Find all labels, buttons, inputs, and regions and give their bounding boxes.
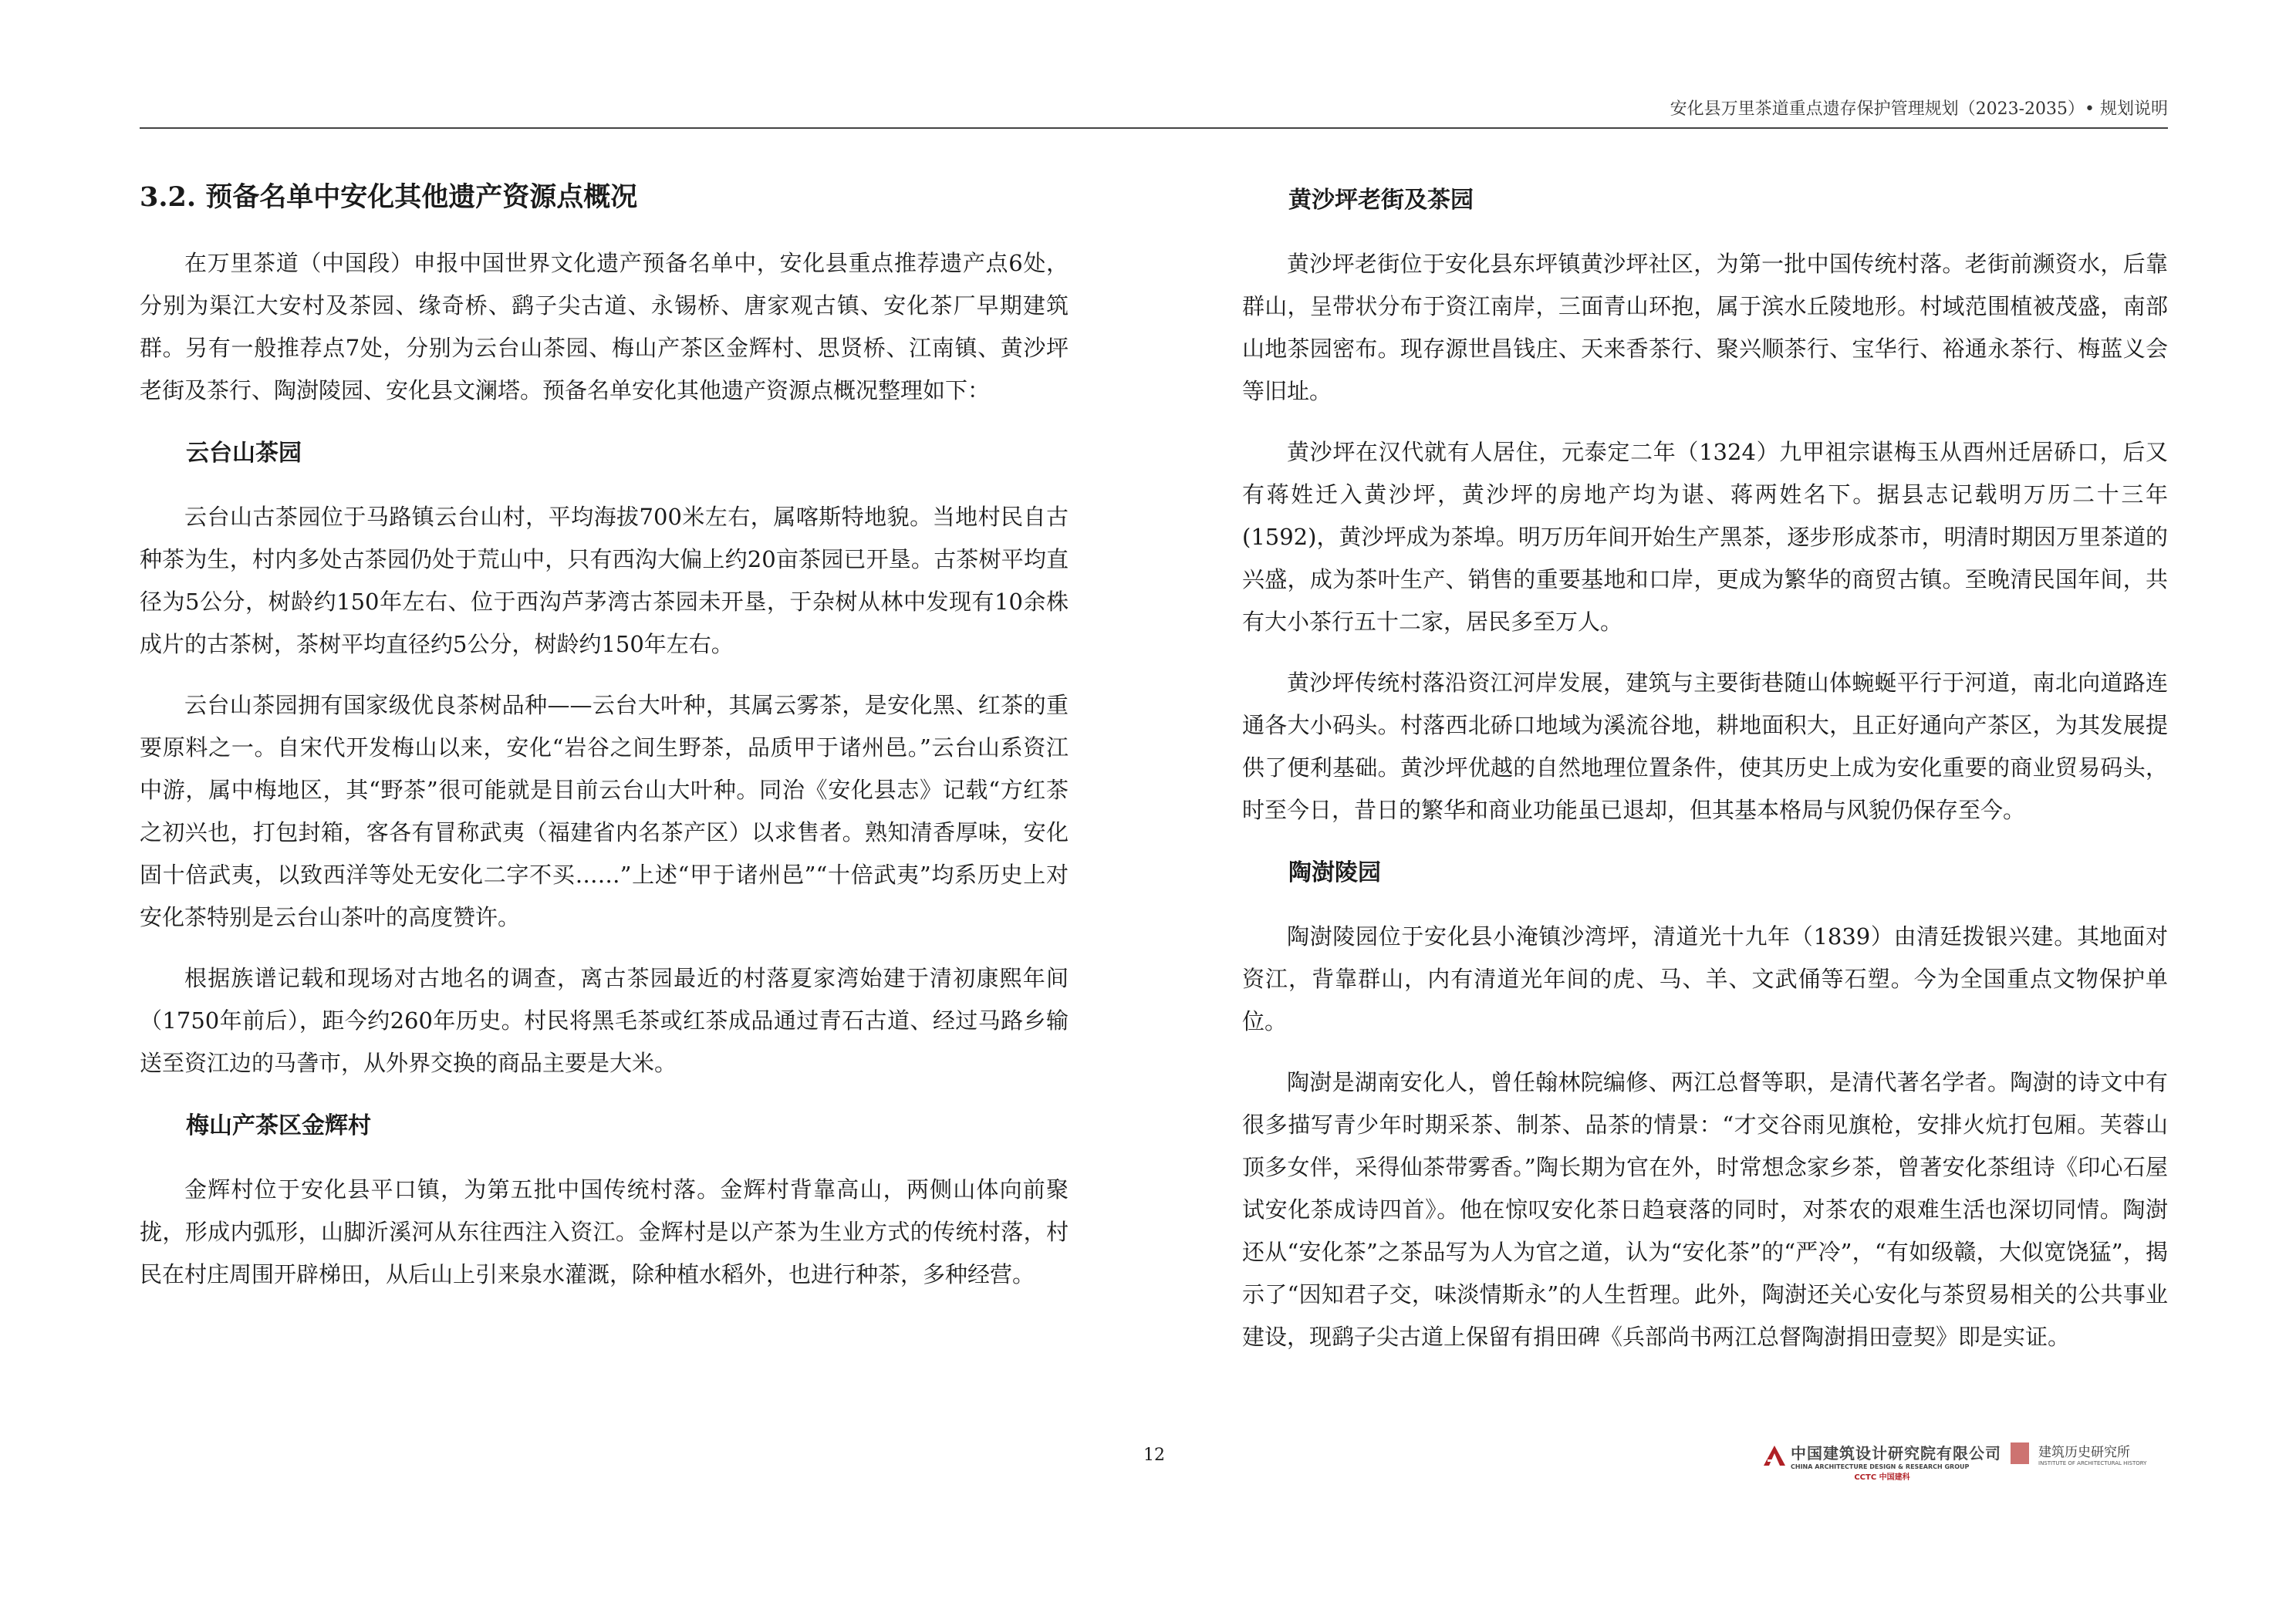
right-column bbox=[1242, 179, 2168, 1377]
header-divider bbox=[140, 127, 2168, 129]
paragraph: 黄沙坪在汉代就有人居住，元泰定二年（1324）九甲祖宗谌梅玉从酉州迁居硚口，后又有蒋姓迁入黄沙坪，黄沙坪的房地产均为谌、蒋两姓名下。据县志记载明万历二十三年(1592)，黄沙坪成为茶埠。明万历年间开始生产黑茶，逐步形成茶市，明清时期因万里茶道的兴盛，成为茶叶生产、销售的重要基地和口岸，更成为繁华的商贸古镇。至晚清民国年间，共有大小茶行五十二家，居民多至万人。 bbox=[1242, 439, 2168, 635]
cadg-a-logo-icon bbox=[1763, 1444, 1786, 1467]
paragraph: 黄沙坪老街位于安化县东坪镇黄沙坪社区，为第一批中国传统村落。老街前濒资水，后靠群山，呈带状分布于资江南岸，三面青山环抱，属于滨水丘陵地形。村域范围植被茂盛，南部山地茶园密布。现存源世昌钱庄、天来香茶行、聚兴顺茶行、宝华行、裕通永茶行、梅蓝义会等旧址。 bbox=[1242, 251, 2168, 404]
subheading-yuntai: 云台山茶园 bbox=[186, 440, 302, 467]
subheading-taoshu: 陶澍陵园 bbox=[1288, 859, 1381, 886]
paragraph: 黄沙坪传统村落沿资江河岸发展，建筑与主要街巷随山体蜿蜒平行于河道，南北向道路连通各大小码头。村落西北硚口地域为溪流谷地，耕地面积大，且正好通向产茶区，为其发展提供了便利基础。黄沙坪优越的自然地理位置条件，使其历史上成为安化重要的商业贸易码头，时至今日，昔日的繁华和商业功能虽已退却，但其基本格局与风貌仍保存至今。 bbox=[1242, 670, 2168, 823]
iah-logo bbox=[2038, 1441, 2146, 1466]
iah-name-en: INSTITUTE OF ARCHITECTURAL HISTORY bbox=[2038, 1460, 2147, 1466]
cadg-name-en: CHINA ARCHITECTURE DESIGN & RESEARCH GROUP bbox=[1791, 1463, 1970, 1470]
publisher-logos bbox=[1763, 1441, 2146, 1482]
running-header: 安化县万里茶道重点遗存保护管理规划（2023-2035）• 规划说明 bbox=[1670, 100, 2168, 119]
page-number: 12 bbox=[1143, 1446, 1165, 1465]
subheading-meishan: 梅山产茶区金辉村 bbox=[186, 1112, 371, 1139]
iah-name-cn: 建筑历史研究所 bbox=[2038, 1445, 2130, 1460]
intro-paragraph: 在万里茶道（中国段）申报中国世界文化遗产预备名单中，安化县重点推荐遗产点6处，分别为渠江大安村及茶园、缘奇桥、鹞子尖古道、永锡桥、唐家观古镇、安化茶厂早期建筑群。另有一般推荐点7处，分别为云台山茶园、梅山产茶区金辉村、思贤桥、江南镇、黄沙坪老街及茶行、陶澍陵园、安化县文澜塔。预备名单安化其他遗产资源点概况整理如下： bbox=[140, 250, 1069, 403]
paragraph: 云台山古茶园位于马路镇云台山村，平均海拔700米左右，属喀斯特地貌。当地村民自古种茶为生，村内多处古茶园仍处于荒山中，只有西沟大偏上约20亩茶园已开垦。古茶树平均直径为5公分，树龄约150年左右、位于西沟芦茅湾古茶园未开垦，于杂树从林中发现有10余株成片的古茶树，茶树平均直径约5公分，树龄约150年左右。 bbox=[140, 504, 1069, 657]
section-title: 3.2. 预备名单中安化其他遗产资源点概况 bbox=[140, 181, 638, 213]
seal-stamp-icon bbox=[2011, 1442, 2029, 1464]
subheading-huangshaping: 黄沙坪老街及茶园 bbox=[1288, 187, 1474, 214]
paragraph: 云台山茶园拥有国家级优良茶树品种——云台大叶种，其属云雾茶，是安化黑、红茶的重要原料之一。自宋代开发梅山以来，安化“岩谷之间生野茶，品质甲于诸州邑。”云台山系资江中游，属中梅地区，其“野茶”很可能就是目前云台山大叶种。同治《安化县志》记载“方红茶之初兴也，打包封箱，客各有冒称武夷（福建省内名茶产区）以求售者。熟知清香厚味，安化固十倍武夷，以致西洋等处无安化二字不买……”上述“甲于诸州邑”“十倍武夷”均系历史上对安化茶特别是云台山茶叶的高度赞许。 bbox=[140, 692, 1069, 930]
paragraph: 陶澍是湖南安化人，曾任翰林院编修、两江总督等职，是清代著名学者。陶澍的诗文中有很多描写青少年时期采茶、制茶、品茶的情景：“才交谷雨见旗枪，安排火炕打包厢。芙蓉山顶多女伴，采得仙茶带雾香。”陶长期为官在外，时常想念家乡茶，曾著安化茶组诗《印心石屋试安化茶成诗四首》。他在惊叹安化茶日趋衰落的同时，对茶农的艰难生活也深切同情。陶澍还从“安化茶”之茶品写为人为官之道，认为“安化茶”的“严冷”，“有如级赣，大似宽饶猛”，揭示了“因知君子交，味淡情斯永”的人生哲理。此外，陶澍还关心安化与茶贸易相关的公共事业建设，现鹞子尖古道上保留有捐田碑《兵部尚书两江总督陶澍捐田壹契》即是实证。 bbox=[1242, 1069, 2168, 1350]
paragraph: 陶澍陵园位于安化县小淹镇沙湾坪，清道光十九年（1839）由清廷拨银兴建。其地面对资江，背靠群山，内有清道光年间的虎、马、羊、文武俑等石塑。今为全国重点文物保护单位。 bbox=[1242, 923, 2168, 1034]
paragraph: 金辉村位于安化县平口镇，为第五批中国传统村落。金辉村背靠高山，两侧山体向前聚拢，形成内弧形，山脚沂溪河从东往西注入资江。金辉村是以产茶为生业方式的传统村落，村民在村庄周围开辟梯田，从后山上引来泉水灌溉，除种植水稻外，也进行种茶，多种经营。 bbox=[140, 1176, 1069, 1287]
paragraph: 根据族谱记载和现场对古地名的调查，离古茶园最近的村落夏家湾始建于清初康熙年间（1750年前后），距今约260年历史。村民将黑毛茶或红茶成品通过青石古道、经过马路乡输送至资江边的马詟市，从外界交换的商品主要是大米。 bbox=[140, 965, 1069, 1076]
cctc-logo: CCTC 中国建科 bbox=[1854, 1473, 1910, 1482]
cadg-logo bbox=[1763, 1441, 2001, 1482]
cadg-name-cn: 中国建筑设计研究院有限公司 bbox=[1791, 1444, 2001, 1463]
left-column bbox=[140, 176, 1069, 1314]
